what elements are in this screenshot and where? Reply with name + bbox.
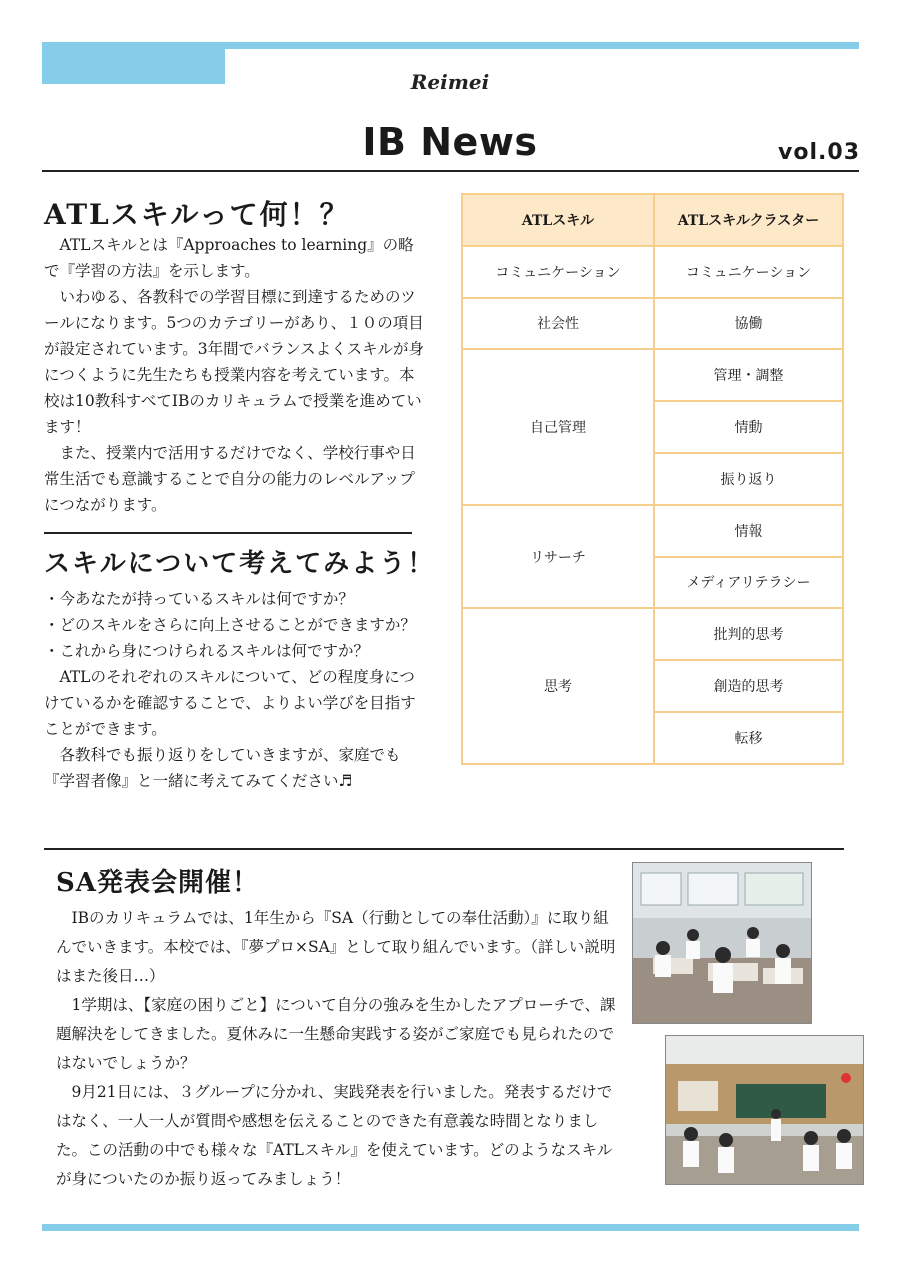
table-cluster-cell: 情報 [655, 506, 842, 558]
think-bullet: ・どのスキルをさらに向上させることができますか？ [44, 616, 416, 634]
atl-paragraph: いわゆる、各教科での学習目標に到達するためのツールになります。5つのカテゴリーがあり、１０の項目が設定されています。3年間でバランスよくスキルが身につくように先生たちも授業内容を考えています。本校は10教科すべてIBのカリキュラムで授業を進めています！ [44, 288, 425, 436]
newsletter-title: IB News [362, 120, 538, 164]
table-header-skill: ATLスキル [463, 195, 655, 247]
atl-body [44, 232, 429, 518]
table-cluster-cell: 情動 [655, 402, 842, 454]
think-bullet: ・これから身につけられるスキルは何ですか？ [44, 642, 370, 660]
atl-paragraph: ATLスキルとは『Approaches to learning』の略で『学習の方法』を示します。 [44, 236, 414, 280]
sa-heading: SA発表会開催！ [56, 868, 259, 898]
atl-heading: ATLスキルって何！？ [44, 198, 350, 231]
table-cluster-cell: コミュニケーション [655, 247, 842, 299]
section-divider [44, 532, 412, 534]
table-cluster-cell: 創造的思考 [655, 661, 842, 713]
header-divider [42, 170, 859, 172]
sa-paragraph: 9月21日には、３グループに分かれ、実践発表を行いました。発表するだけではなく、一人一人が質問や感想を伝えることのできた有意義な時間となりました。この活動の中でも様々な『ATLスキル』を使えています。どのようなスキルが身についたのか振り返ってみましょう！ [56, 1083, 613, 1188]
sa-body-top [56, 904, 624, 1194]
table-skill-cell: コミュニケーション [463, 247, 655, 299]
brand-logo: Reimei [410, 70, 490, 94]
table-cluster-cell: メディアリテラシー [655, 558, 842, 610]
classroom-photo-2 [665, 1035, 864, 1185]
sa-paragraph: 1学期は、【家庭の困りごと】について自分の強みを生かしたアプローチで、課題解決をしてきました。夏休みに一生懸命実践する姿がご家庭でも見られたのではないでしょうか？ [56, 996, 616, 1072]
think-paragraph: ATLのそれぞれのスキルについて、どの程度身につけているかを確認することで、よりよい学びを目指すことができます。 [44, 668, 416, 738]
table-skill-cell: 社会性 [463, 299, 655, 351]
table-skill-cell: 思考 [463, 609, 655, 764]
table-cluster-cell: 批判的思考 [655, 609, 842, 661]
table-skill-cell: 自己管理 [463, 350, 655, 505]
header-accent-line [42, 42, 859, 49]
think-paragraph: 各教科でも振り返りをしていきますが、家庭でも『学習者像』と一緒に考えてみてください♬ [44, 746, 401, 790]
table-cluster-cell: 管理・調整 [655, 350, 842, 402]
atl-paragraph: また、授業内で活用するだけでなく、学校行事や日常生活でも意識することで自分の能力のレベルアップにつながります。 [44, 444, 416, 514]
table-cluster-cell: 振り返り [655, 454, 842, 506]
header-accent-block [42, 49, 225, 84]
table-skill-cell: リサーチ [463, 506, 655, 610]
section-divider [44, 848, 844, 850]
atl-skills-table [461, 193, 844, 765]
table-cluster-cell: 転移 [655, 713, 842, 765]
table-cluster-cell: 協働 [655, 299, 842, 351]
volume-label: vol.03 [778, 140, 860, 165]
think-body [44, 586, 429, 794]
think-heading: スキルについて考えてみよう！ [44, 549, 436, 579]
footer-accent-line [42, 1224, 859, 1231]
table-header-cluster: ATLスキルクラスター [655, 195, 842, 247]
sa-paragraph: IBのカリキュラムでは、1年生から『SA（行動としての奉仕活動）』に取り組んでいきます。本校では、『夢プロ×SA』として取り組んでいます。（詳しい説明はまた後日…） [56, 909, 616, 985]
think-bullet: ・今あなたが持っているスキルは何ですか？ [44, 590, 354, 608]
classroom-photo-1 [632, 862, 812, 1024]
